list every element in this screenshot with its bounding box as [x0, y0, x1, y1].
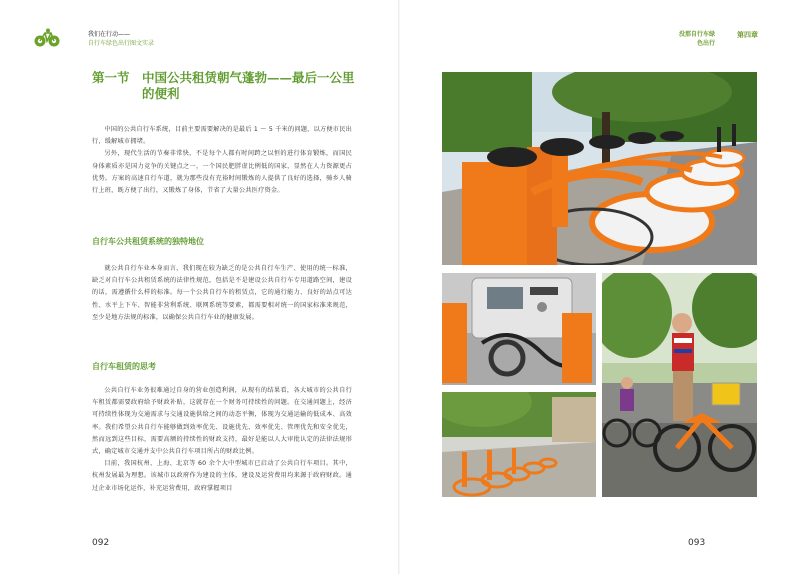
body-text-1: [92, 263, 352, 324]
bicycle-logo-icon: [34, 28, 60, 48]
sub-heading-reflection: 自行车租赁的思考: [92, 362, 156, 371]
paragraph: 公共自行车业务很难通过自身的营业创造利润，从现有的结果看，各大城市的公共自行车租赁都需要政府给予财政补贴，这就存在一个财务可持续性的问题。在交通问题上，经济可持续性体现为交通需求与交通设施供给之间的动态平衡，体现为交通运输的低成本、高效率。我们希望公共自行车能够做到效率优先、设施优先、效率优先、管理优先和安全优先，然而远到这些目标，需要高额的持续性的财政支持，最好是能以人大审批认定的法律法规形式，确定城市交通并支中公共自行车项目所占的财政比例。: [92, 387, 352, 456]
right-page: [400, 0, 799, 574]
running-header-left: [88, 30, 154, 48]
section-title: [92, 70, 382, 102]
page-number-right: 093: [688, 538, 706, 548]
left-page: [0, 0, 399, 574]
paragraph: 就公共自行车业本身而言，我们现在较为缺乏的是公共自行车生产、使用的统一标准，缺乏对自行车公共租赁系统的法律性规范，包括是不是建设公共自行车专用道路空间，建设的话，需遵循什么样的标准。每一个公共自行车的租赁点，它的通行能力、良好的站点可达性、水平上下车、智能非营利系统、联网系统等要素，都需要相对统一的国家标准来规范，至少是地方法规的标准，以确保公共自行车业的健康发展。: [92, 265, 352, 321]
body-text-2: [92, 385, 352, 495]
paragraph: 目前，我国杭州、上海、北京等 60 余个大中型城市已启动了公共自行车项目。其中，杭州发展最为理想。该城市以政府作为建设的主体，建设及运营费用均来源于政府财政。通过企业市场化运作，补充运营费用，政府掌握项目: [92, 460, 352, 492]
intro-text: [92, 124, 352, 197]
photo-bike-row: [442, 72, 757, 265]
chapter-label: 第四章: [737, 31, 758, 39]
header-left-line2: 自行车绿色出行图文实录: [88, 40, 155, 47]
photo-cyclist: [602, 273, 757, 497]
header-left-line1: 我们在行动——: [88, 31, 131, 38]
sub-heading-unique-status: 自行车公共租赁系统的独特地位: [92, 237, 204, 246]
page-number-left: 092: [92, 538, 110, 548]
section-title-line1: 中国公共租赁朝气蓬勃——最后一公里: [142, 70, 355, 85]
section-title-line2: 的便利: [142, 86, 180, 101]
section-number: 第一节: [92, 70, 130, 85]
running-header-right: [675, 30, 715, 48]
photo-bike-lock: [442, 273, 596, 385]
header-right-title: 没那自行车绿色出行: [678, 31, 715, 47]
paragraph: 另外，现代生活的节奏非常快，不是每个人都有时间跨之以恒的进行体育锻炼，而国民身体素质亦是国力竞争的关键点之一，一个国民肥胖虚比例低的国家，显然在人力资源更占优势。方案的高速自行车道，就为那些没有充裕时间锻炼的人提供了良好的选择，骑乡人骑行上班，既方便了出行，又锻炼了身体，节省了大量公共医疗资金。: [92, 150, 352, 195]
photo-rental-station: [442, 392, 596, 497]
paragraph: 中国的公共自行车系统，目前主要需要解决的是最后 1 ～ 5 千米的问题，以方便市民出行，缓解城市拥堵。: [92, 126, 352, 146]
